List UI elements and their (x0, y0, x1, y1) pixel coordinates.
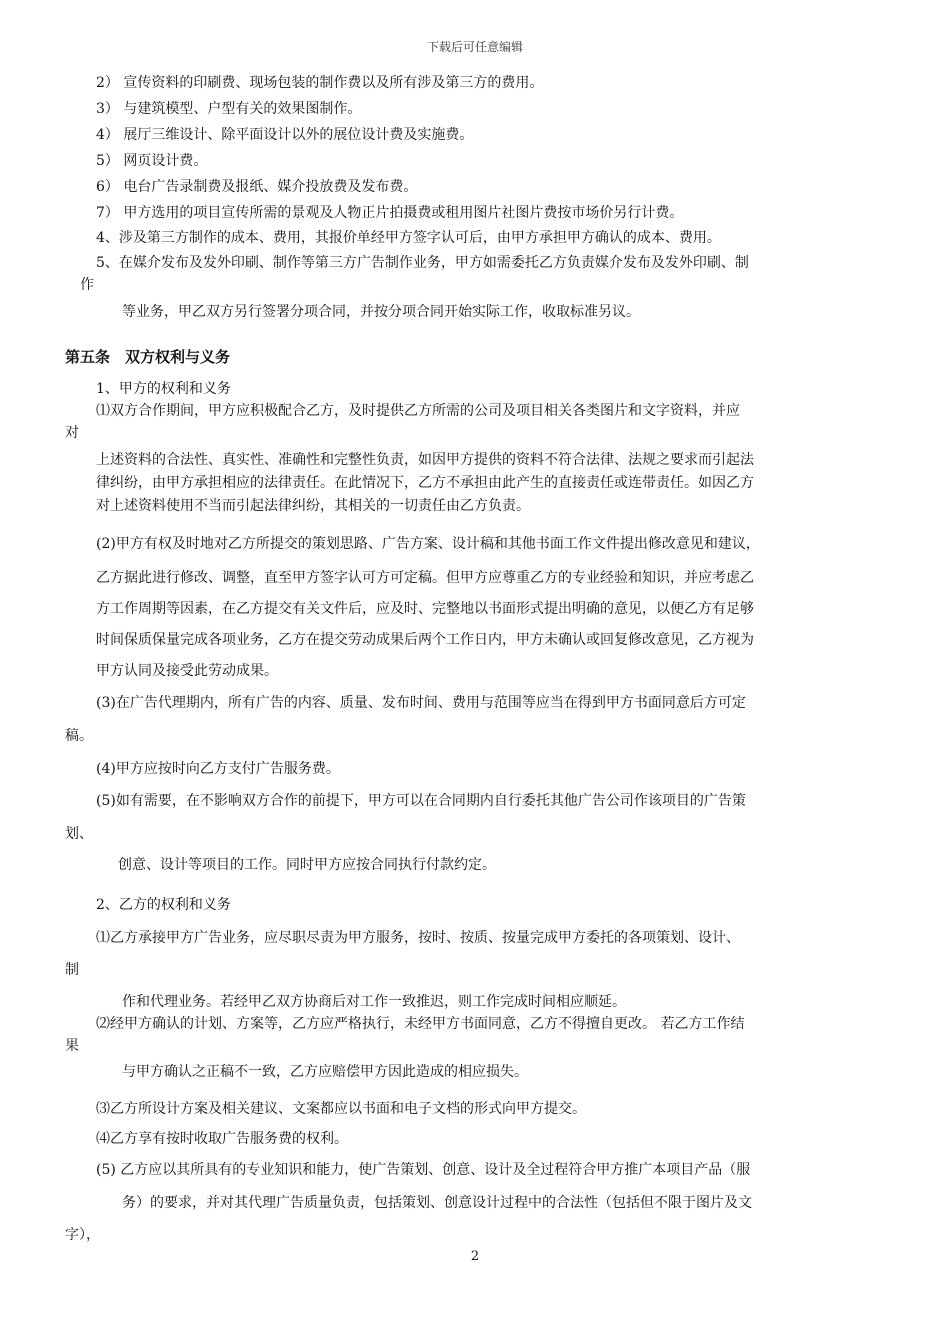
paragraph-line: 与甲方确认之正稿不一致，乙方应赔偿甲方因此造成的相应损失。 (122, 1064, 528, 1080)
paragraph-line: 甲方认同及接受此劳动成果。 (96, 663, 278, 679)
paragraph-line: 制 (65, 962, 79, 978)
paragraph-line: (4)甲方应按时向乙方支付广告服务费。 (96, 761, 340, 777)
subsection-heading: 1、甲方的权利和义务 (96, 381, 231, 397)
paragraph-line: 上述资料的合法性、真实性、准确性和完整性负责，如因甲方提供的资料不符合法律、法规之要求而引起法 (96, 452, 754, 468)
paragraph-line: 作 (80, 277, 94, 293)
subsection-heading: 2、乙方的权利和义务 (96, 897, 231, 913)
paragraph-line: ⑴乙方承接甲方广告业务，应尽职尽责为甲方服务，按时、按质、按量完成甲方委托的各项策划、设计、 (96, 930, 740, 946)
page-number: 2 (470, 1249, 480, 1264)
paragraph-line: 务）的要求，并对其代理广告质量负责，包括策划、创意设计过程中的合法性（包括但不限于图片及文 (122, 1195, 752, 1211)
paragraph-line: 等业务，甲乙双方另行签署分项合同，并按分项合同开始实际工作，收取标准另议。 (122, 304, 640, 320)
paragraph-line: 对 (65, 425, 79, 441)
paragraph-line: 创意、设计等项目的工作。同时甲方应按合同执行付款约定。 (118, 857, 496, 873)
list-item: 4） 展厅三维设计、除平面设计以外的展位设计费及实施费。 (96, 127, 474, 143)
list-item: 7） 甲方选用的项目宣传所需的景观及人物正片拍摄费或租用图片社图片费按市场价另行计费。 (96, 205, 684, 221)
paragraph-line: (2)甲方有权及时地对乙方所提交的策划思路、广告方案、设计稿和其他书面工作文件提出修改意见和建议， (96, 536, 760, 552)
paragraph-line: 作和代理业务。若经甲乙双方协商后对工作一致推迟，则工作完成时间相应顺延。 (122, 994, 626, 1010)
paragraph-line: (3)在广告代理期内，所有广告的内容、质量、发布时间、费用与范围等应当在得到甲方书面同意后方可定 (96, 695, 746, 711)
list-item: 3） 与建筑模型、户型有关的效果图制作。 (96, 101, 362, 117)
paragraph-line: 字）， (65, 1227, 100, 1243)
paragraph-line: 时间保质保量完成各项业务，乙方在提交劳动成果后两个工作日内，甲方未确认或回复修改意见，乙方视为 (96, 632, 754, 648)
paragraph-line: 对上述资料使用不当而引起法律纠纷，其相关的一切责任由乙方负责。 (96, 498, 530, 514)
paragraph-line: 5、在媒介发布及发外印刷、制作等第三方广告制作业务，甲方如需委托乙方负责媒介发布及发外印刷、制 (96, 255, 749, 271)
paragraph-line: 乙方据此进行修改、调整，直至甲方签字认可方可定稿。但甲方应尊重乙方的专业经验和知识，并应考虑乙 (96, 570, 754, 586)
paragraph-line: 律纠纷，由甲方承担相应的法律责任。在此情况下，乙方不承担由此产生的直接责任或连带责任。如因乙方 (96, 475, 754, 491)
paragraph-line: 果 (65, 1038, 79, 1054)
list-item: 6） 电台广告录制费及报纸、媒介投放费及发布费。 (96, 179, 418, 195)
list-item: 5） 网页设计费。 (96, 153, 208, 169)
paragraph-line: 方工作周期等因素，在乙方提交有关文件后，应及时、完整地以书面形式提出明确的意见，以便乙方有足够 (96, 601, 754, 617)
page-header: 下载后可任意编辑 (426, 40, 523, 54)
paragraph-line: 4、涉及第三方制作的成本、费用，其报价单经甲方签字认可后，由甲方承担甲方确认的成本、费用。 (96, 230, 721, 246)
paragraph-line: (5)如有需要，在不影响双方合作的前提下，甲方可以在合同期内自行委托其他广告公司作该项目的广告策 (96, 793, 746, 809)
paragraph-line: (5) 乙方应以其所具有的专业知识和能力，使广告策划、创意、设计及全过程符合甲方推广本项目产品（服 (96, 1162, 751, 1178)
section-heading: 第五条 双方权利与义务 (65, 348, 231, 366)
list-item: 2） 宣传资料的印刷费、现场包装的制作费以及所有涉及第三方的费用。 (96, 75, 544, 91)
paragraph-line: ⑶乙方所设计方案及相关建议、文案都应以书面和电子文档的形式向甲方提交。 (96, 1101, 586, 1117)
paragraph-line: ⑷乙方享有按时收取广告服务费的权利。 (96, 1131, 348, 1147)
paragraph-line: 划、 (65, 826, 93, 842)
paragraph-line: ⑵经甲方确认的计划、方案等，乙方应严格执行，未经甲方书面同意，乙方不得擅自更改。 若乙方工作结 (96, 1016, 745, 1032)
paragraph-line: ⑴双方合作期间，甲方应积极配合乙方，及时提供乙方所需的公司及项目相关各类图片和文字资料，并应 (96, 403, 740, 419)
paragraph-line: 稿。 (65, 728, 93, 744)
